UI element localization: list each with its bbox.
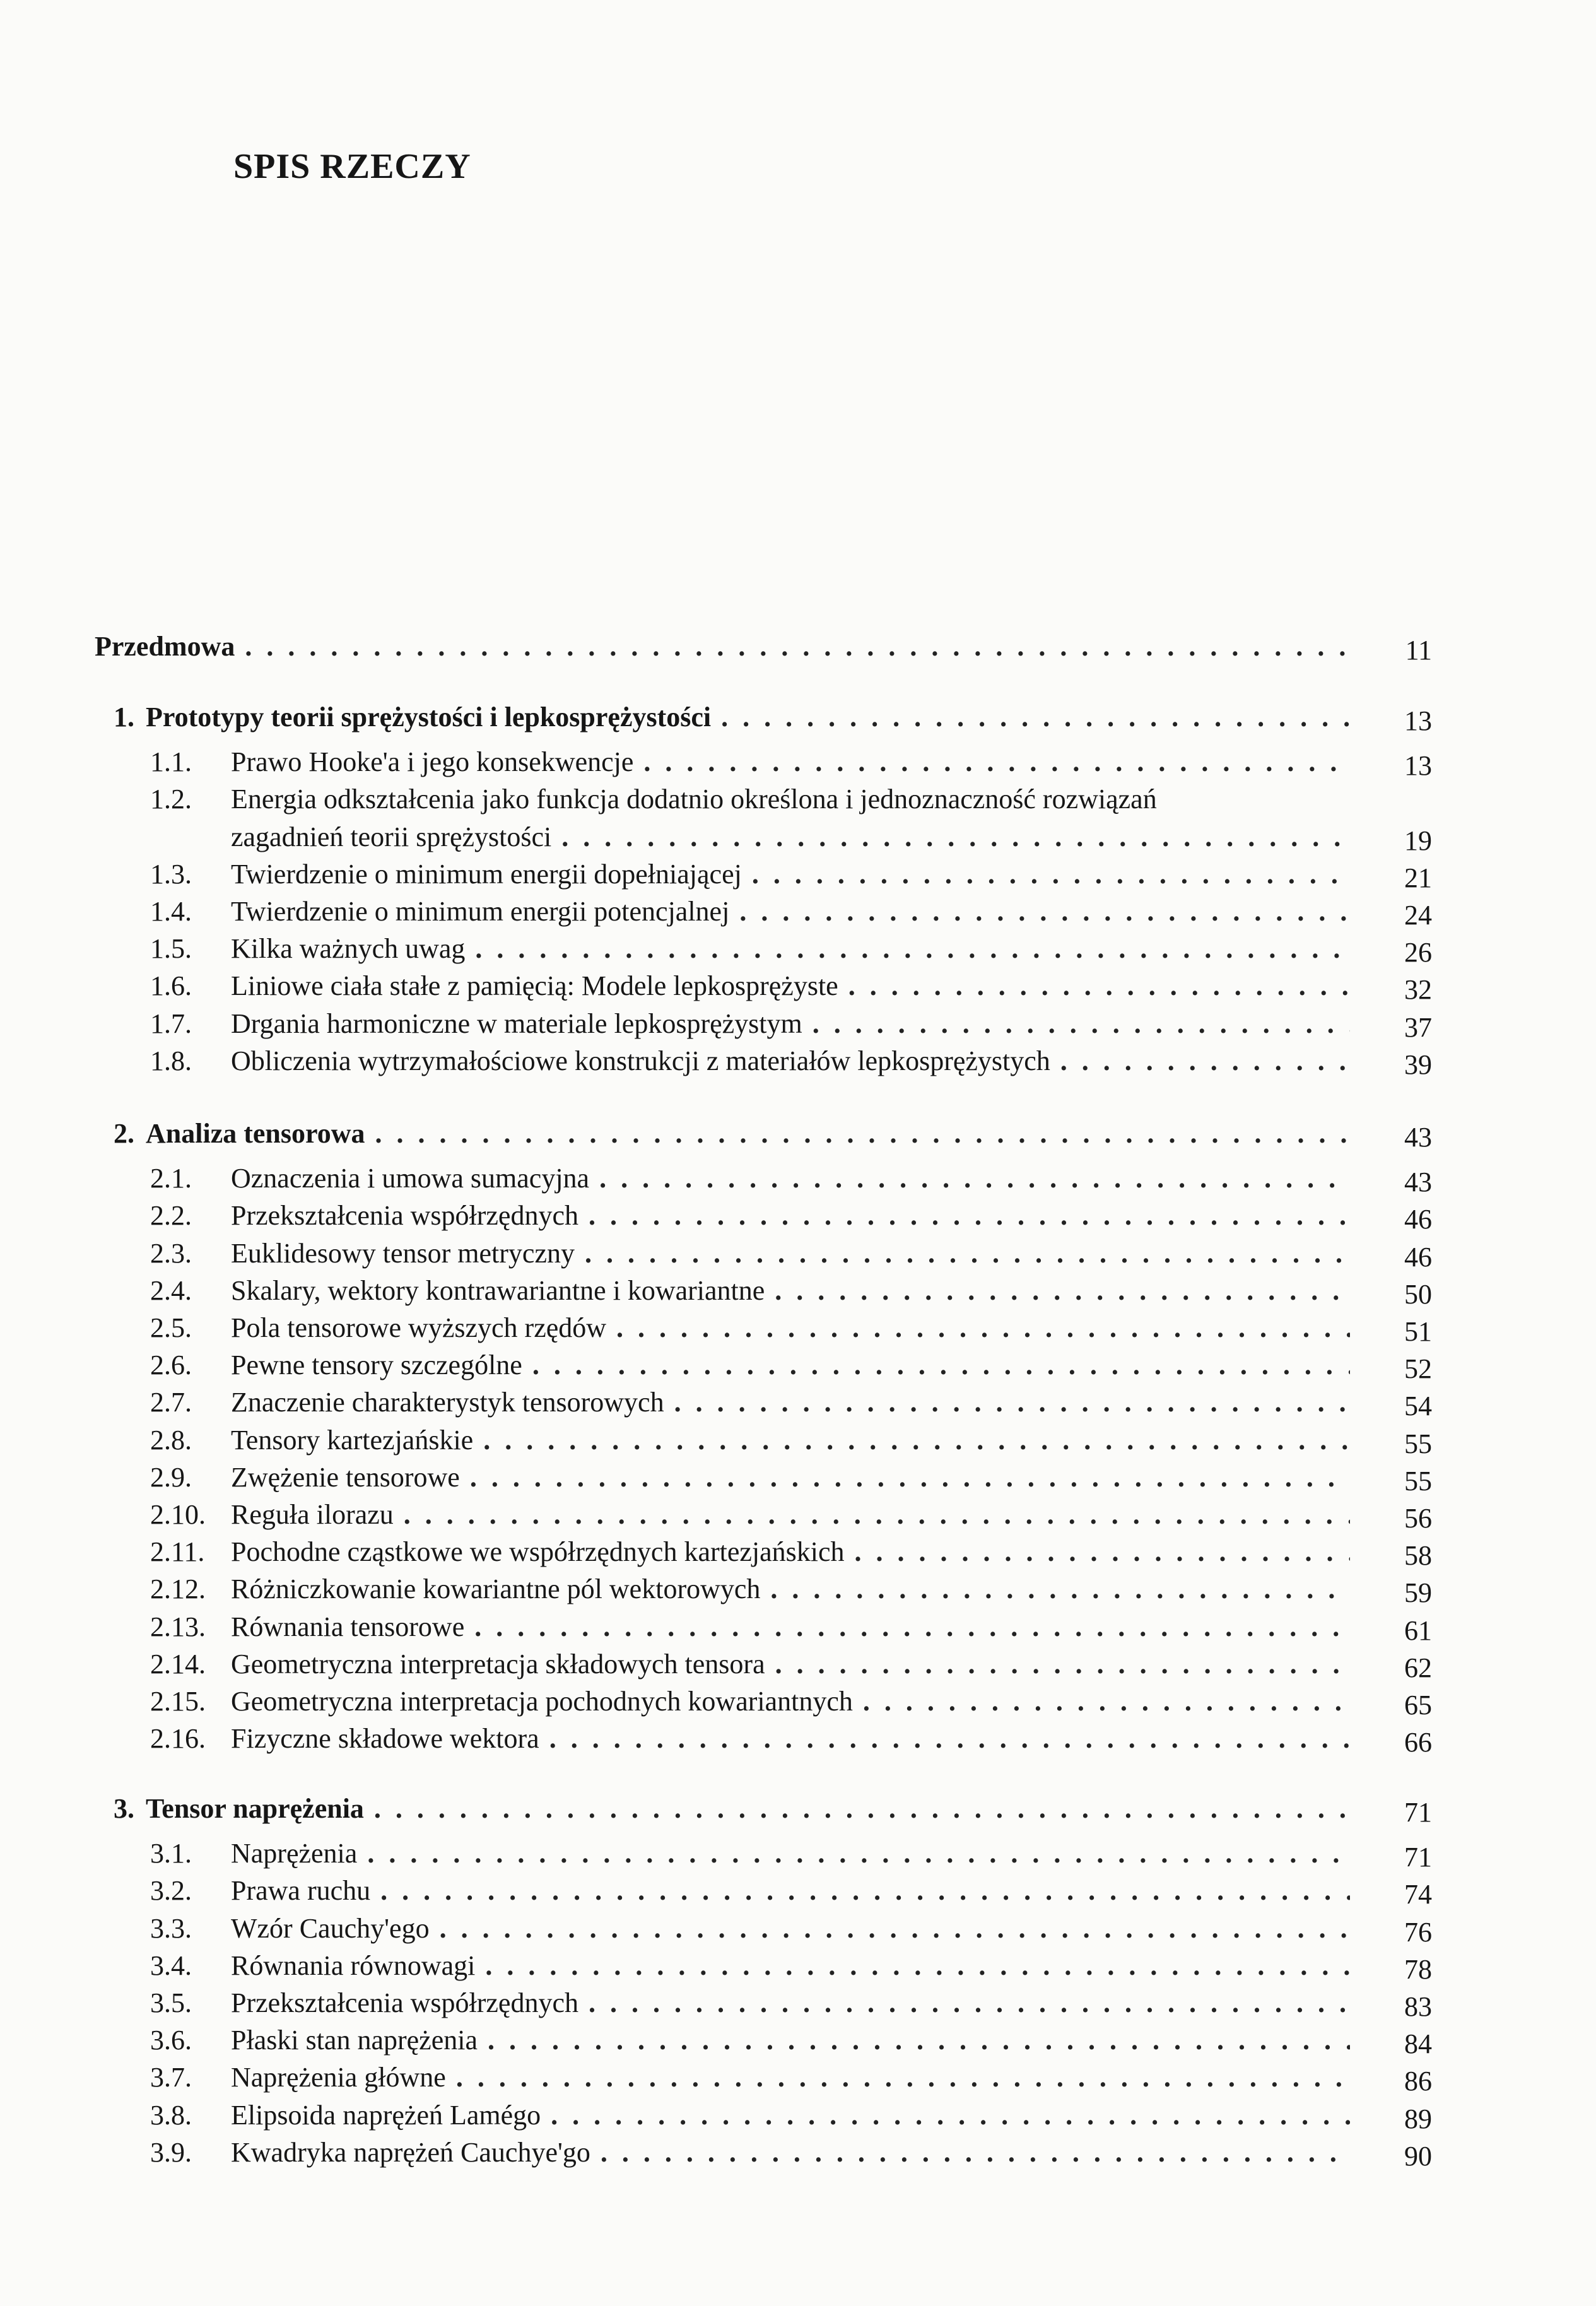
toc-section-number: 1.2. — [150, 784, 192, 815]
toc-section-page-number: 65 — [1404, 1690, 1432, 1721]
toc-section-page-number: 61 — [1404, 1615, 1432, 1646]
toc-section[interactable] — [150, 1005, 1350, 1043]
dot-leader — [475, 930, 1350, 968]
toc-section-number: 1.8. — [150, 1045, 192, 1076]
dot-leader — [775, 1272, 1350, 1310]
toc-section-title: Fizyczne składowe wektora — [231, 1723, 539, 1755]
toc-section-page-number: 26 — [1404, 937, 1432, 968]
toc-section-title: Naprężenia — [231, 1838, 358, 1869]
toc-section-title: Kwadryka naprężeń Cauchye'go — [231, 2136, 590, 2168]
toc-section-page-number: 51 — [1404, 1316, 1432, 1347]
toc-preface-title: Przedmowa — [95, 631, 235, 662]
toc-section[interactable] — [150, 1645, 1350, 1683]
toc-section-title: Twierdzenie o minimum energii dopełniającej — [231, 858, 742, 890]
toc-section-number: 3.5. — [150, 1987, 192, 2018]
toc-section-number: 3.2. — [150, 1875, 192, 1907]
dot-leader — [585, 1235, 1350, 1273]
toc-section-title: Kilka ważnych uwag — [231, 933, 466, 965]
toc-section-title: Liniowe ciała stałe z pamięcią: Modele lepkosprężyste — [231, 970, 838, 1002]
toc-section-title: Drgania harmoniczne w materiale lepkosprężystym — [231, 1008, 802, 1039]
toc-chapter-page-number: 71 — [1404, 1797, 1432, 1828]
toc-section[interactable] — [150, 930, 1350, 968]
toc-section-number: 2.1. — [150, 1163, 192, 1194]
dot-leader — [616, 1309, 1350, 1347]
dot-leader — [601, 2134, 1350, 2172]
toc-section-number: 1.3. — [150, 858, 192, 890]
toc-section-title: Wzór Cauchy'ego — [231, 1912, 430, 1944]
toc-section-page-number: 78 — [1404, 1953, 1432, 1985]
toc-section-number: 2.4. — [150, 1274, 192, 1306]
toc-section-page-number: 46 — [1404, 1241, 1432, 1273]
dot-leader — [549, 1720, 1350, 1758]
toc-chapter[interactable] — [114, 1790, 1350, 1828]
dot-leader — [474, 1608, 1350, 1646]
toc-section-number: 2.3. — [150, 1237, 192, 1269]
toc-section-number: 2.13. — [150, 1611, 206, 1642]
toc-section-page-number: 54 — [1404, 1391, 1432, 1422]
dot-leader — [1060, 1042, 1350, 1080]
toc-section[interactable] — [150, 1835, 1350, 1873]
toc-section[interactable] — [150, 1496, 1350, 1534]
toc-section-continuation-page-number: 19 — [1404, 825, 1432, 856]
toc-section-title: Równania tensorowe — [231, 1611, 465, 1642]
toc-preface-page-number: 11 — [1405, 635, 1432, 666]
dot-leader — [813, 1005, 1350, 1043]
dot-leader — [374, 1790, 1350, 1828]
toc-section-page-number: 74 — [1404, 1879, 1432, 1910]
toc-section[interactable] — [150, 1042, 1350, 1080]
toc-section-title: Pewne tensory szczególne — [231, 1350, 522, 1381]
toc-section-page-number: 62 — [1404, 1652, 1432, 1683]
toc-section-page-number: 56 — [1404, 1503, 1432, 1534]
dot-leader — [470, 1459, 1350, 1497]
toc-chapter-number: 1. — [114, 702, 134, 732]
toc-section-page-number: 71 — [1404, 1842, 1432, 1873]
toc-section[interactable] — [150, 1570, 1350, 1608]
toc-section[interactable] — [150, 1421, 1350, 1459]
toc-section-number: 2.12. — [150, 1574, 206, 1605]
dot-leader — [599, 1160, 1350, 1197]
toc-section-title: Znaczenie charakterystyk tensorowych — [231, 1387, 664, 1418]
toc-section[interactable] — [150, 2059, 1350, 2097]
toc-section-title: Przekształcenia współrzędnych — [231, 1200, 578, 1232]
toc-section-number: 3.1. — [150, 1838, 192, 1869]
toc-section-number: 1.1. — [150, 746, 192, 778]
toc-section-number: 1.4. — [150, 896, 192, 927]
toc-section-page-number: 55 — [1404, 1465, 1432, 1497]
toc-section[interactable] — [150, 893, 1350, 931]
toc-section-page-number: 66 — [1404, 1727, 1432, 1758]
dot-leader — [245, 628, 1350, 666]
toc-section-page-number: 59 — [1404, 1577, 1432, 1609]
toc-section[interactable] — [150, 743, 1350, 781]
toc-section-page-number: 21 — [1404, 862, 1432, 893]
toc-section-title: Naprężenia główne — [231, 2062, 446, 2093]
dot-leader — [375, 1115, 1350, 1153]
toc-section-title: Przekształcenia współrzędnych — [231, 1987, 578, 2018]
toc-section-page-number: 46 — [1404, 1204, 1432, 1235]
toc-section-number: 3.3. — [150, 1912, 192, 1944]
dot-leader — [488, 2021, 1350, 2059]
dot-leader — [721, 698, 1350, 736]
toc-section-title: Skalary, wektory kontrawariantne i kowariantne — [231, 1274, 765, 1306]
toc-section-number: 2.2. — [150, 1200, 192, 1232]
toc-section[interactable] — [150, 2021, 1350, 2059]
toc-section[interactable] — [150, 1309, 1350, 1347]
dot-leader — [404, 1496, 1350, 1534]
toc-section[interactable] — [150, 1384, 1350, 1421]
toc-section-title: Różniczkowanie kowariantne pól wektorowych — [231, 1574, 761, 1605]
toc-section-page-number: 50 — [1404, 1278, 1432, 1310]
dot-leader — [380, 1872, 1350, 1910]
toc-section[interactable] — [150, 1720, 1350, 1758]
toc-section-page-number: 86 — [1404, 2066, 1432, 2097]
toc-chapter-title: Analiza tensorowa — [146, 1118, 365, 1149]
toc-section-title: Prawa ruchu — [231, 1875, 371, 1907]
toc-section-page-number: 90 — [1404, 2140, 1432, 2172]
toc-section[interactable] — [150, 1459, 1350, 1497]
toc-section-page-number: 37 — [1404, 1011, 1432, 1043]
toc-chapter-title: Prototypy teorii sprężystości i lepkosprężystości — [146, 702, 712, 732]
toc-section[interactable] — [150, 1683, 1350, 1721]
toc-section-title: Elipsoida naprężeń Lamégo — [231, 2099, 541, 2131]
toc-section[interactable] — [150, 2097, 1350, 2134]
dot-leader — [752, 856, 1350, 893]
toc-section[interactable] — [150, 967, 1350, 1005]
toc-section-number: 3.4. — [150, 1950, 192, 1981]
toc-chapter-page-number: 13 — [1404, 705, 1432, 736]
toc-section[interactable] — [150, 780, 1157, 818]
toc-section[interactable] — [150, 1346, 1350, 1384]
toc-section-title: Twierdzenie o minimum energii potencjalnej — [231, 896, 730, 927]
dot-leader — [643, 743, 1350, 781]
toc-section[interactable] — [150, 1533, 1350, 1571]
toc-section-continuation-title: zagadnień teorii sprężystości — [231, 821, 552, 852]
toc-section[interactable] — [150, 1160, 1350, 1197]
dot-leader — [855, 1533, 1350, 1571]
dot-leader — [561, 818, 1350, 856]
toc-section-number: 3.7. — [150, 2062, 192, 2093]
toc-section-title: Oznaczenia i umowa sumacyjna — [231, 1163, 590, 1194]
toc-section[interactable] — [150, 1235, 1350, 1273]
dot-leader — [589, 1197, 1350, 1235]
toc-section-page-number: 58 — [1404, 1540, 1432, 1572]
toc-section-title: Obliczenia wytrzymałościowe konstrukcji z materiałów lepkosprężystych — [231, 1045, 1050, 1076]
toc-section[interactable] — [150, 1910, 1350, 1948]
dot-leader — [674, 1384, 1350, 1421]
toc-section-page-number: 83 — [1404, 1991, 1432, 2022]
toc-section-number: 2.7. — [150, 1387, 192, 1418]
toc-section[interactable] — [150, 2134, 1350, 2172]
toc-section-number: 3.9. — [150, 2136, 192, 2168]
toc-section-title: Pola tensorowe wyższych rzędów — [231, 1312, 607, 1343]
dot-leader — [863, 1683, 1350, 1721]
toc-chapter-title: Tensor naprężenia — [146, 1793, 364, 1824]
toc-section-page-number: 55 — [1404, 1428, 1432, 1459]
toc-section-number: 2.16. — [150, 1723, 206, 1755]
toc-section-page-number: 24 — [1404, 900, 1432, 931]
toc-section[interactable] — [150, 1872, 1350, 1910]
toc-section[interactable] — [150, 1608, 1350, 1646]
dot-leader — [367, 1835, 1350, 1873]
page-title: SPIS RZECZY — [233, 147, 471, 186]
dot-leader — [770, 1570, 1350, 1608]
toc-section-page-number: 39 — [1404, 1049, 1432, 1080]
toc-section[interactable] — [150, 1947, 1350, 1985]
toc-section-number: 2.10. — [150, 1499, 206, 1530]
toc-section-continuation[interactable] — [231, 818, 1350, 856]
toc-section-number: 2.9. — [150, 1461, 192, 1493]
toc-section-page-number: 84 — [1404, 2028, 1432, 2060]
dot-leader — [589, 1984, 1350, 2022]
toc-section-page-number: 32 — [1404, 974, 1432, 1006]
dot-leader — [440, 1910, 1350, 1948]
toc-section-number: 1.5. — [150, 933, 192, 965]
toc-section[interactable] — [150, 1272, 1350, 1310]
toc-preface[interactable] — [95, 628, 1350, 666]
toc-section-number: 2.5. — [150, 1312, 192, 1343]
toc-section-number: 2.14. — [150, 1648, 206, 1679]
dot-leader — [551, 2097, 1350, 2134]
toc-chapter-number: 2. — [114, 1118, 134, 1149]
toc-section-number: 3.8. — [150, 2099, 192, 2131]
toc-section-page-number: 89 — [1404, 2103, 1432, 2134]
toc-section-title: Euklidesowy tensor metryczny — [231, 1237, 575, 1269]
toc-section-title: Zwężenie tensorowe — [231, 1461, 460, 1493]
toc-section-number: 1.7. — [150, 1008, 192, 1039]
dot-leader — [485, 1947, 1350, 1985]
toc-section-title: Geometryczna interpretacja składowych tensora — [231, 1648, 765, 1679]
toc-section-title: Prawo Hooke'a i jego konsekwencje — [231, 746, 634, 778]
dot-leader — [775, 1645, 1350, 1683]
toc-section-page-number: 52 — [1404, 1353, 1432, 1385]
toc-section-title: Równania równowagi — [231, 1950, 476, 1981]
toc-section-number: 2.15. — [150, 1686, 206, 1717]
toc-section-title: Płaski stan naprężenia — [231, 2025, 478, 2056]
toc-chapter[interactable] — [114, 1115, 1350, 1153]
dot-leader — [456, 2059, 1350, 2097]
toc-section-title: Geometryczna interpretacja pochodnych kowariantnych — [231, 1686, 853, 1717]
toc-chapter-number: 3. — [114, 1793, 134, 1824]
toc-section[interactable] — [150, 856, 1350, 893]
toc-section-number: 2.8. — [150, 1424, 192, 1456]
toc-section-page-number: 13 — [1404, 750, 1432, 782]
toc-section[interactable] — [150, 1984, 1350, 2022]
dot-leader — [848, 967, 1350, 1005]
toc-section-number: 1.6. — [150, 970, 192, 1002]
toc-section[interactable] — [150, 1197, 1350, 1235]
toc-section-page-number: 43 — [1404, 1167, 1432, 1198]
toc-section-number: 2.11. — [150, 1536, 205, 1568]
toc-section-title: Tensory kartezjańskie — [231, 1424, 474, 1456]
dot-leader — [483, 1421, 1350, 1459]
toc-section-page-number: 76 — [1404, 1916, 1432, 1948]
toc-section-number: 3.6. — [150, 2025, 192, 2056]
toc-section-title: Pochodne cząstkowe we współrzędnych kartezjańskich — [231, 1536, 845, 1568]
toc-section-title: Energia odkształcenia jako funkcja dodatnio określona i jednoznaczność rozwiązań — [231, 784, 1157, 815]
toc-section-title: Reguła ilorazu — [231, 1499, 394, 1530]
toc-chapter-page-number: 43 — [1404, 1122, 1432, 1153]
toc-chapter[interactable] — [114, 698, 1350, 736]
dot-leader — [532, 1346, 1350, 1384]
toc-section-number: 2.6. — [150, 1350, 192, 1381]
dot-leader — [739, 893, 1350, 931]
